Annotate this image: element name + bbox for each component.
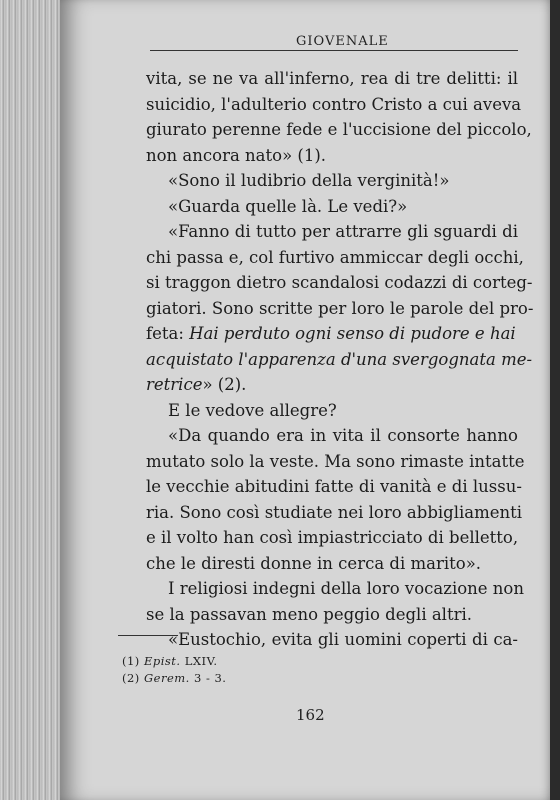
text-line: le vecchie abitudini fatte di vanità e di lussu- — [146, 477, 522, 496]
footnote-number: (1) — [122, 654, 140, 668]
text-line: I religiosi indegni della loro vocazione non — [168, 579, 524, 598]
text-run: » (2). — [202, 375, 247, 394]
footnote-number: (2) — [122, 671, 140, 685]
text-line: «Da quando era in vita il consorte hanno — [168, 426, 518, 445]
text-line: vita, se ne va all'inferno, rea di tre delitti: il — [146, 69, 518, 88]
text-line: «Eustochio, evita gli uomini coperti di ca- — [168, 630, 518, 649]
running-header: GIOVENALE — [296, 34, 389, 49]
body-text — [146, 66, 534, 653]
italic-quote: retrice — [146, 375, 203, 394]
text-line: giurato perenne fede e l'uccisione del piccolo, — [146, 120, 532, 139]
text-line: «Guarda quelle là. Le vedi?» — [168, 196, 408, 216]
footnote — [122, 654, 218, 668]
text-run: feta: — [146, 324, 184, 343]
footnote-rule — [118, 635, 178, 636]
page-number: 162 — [296, 706, 325, 724]
text-line: ria. Sono così studiate nei loro abbigliamenti — [146, 502, 523, 522]
text-line: mutato solo la veste. Ma sono rimaste intatte — [146, 451, 525, 471]
text-line — [146, 321, 518, 347]
text-line: suicidio, l'adulterio contro Cristo a cui aveva — [146, 94, 522, 114]
footnote-ref: Gerem. — [143, 671, 190, 685]
page-gutter-shadow — [550, 0, 560, 800]
text-line: che le diresti donne in cerca di marito». — [146, 553, 482, 573]
italic-quote-line: acquistato l'apparenza d'una svergognata me- — [146, 349, 533, 369]
text-line: «Sono il ludibrio della verginità!» — [168, 171, 450, 190]
text-line — [146, 372, 518, 398]
text-line: non ancora nato» (1). — [146, 145, 327, 165]
text-line: e il volto han così impiastricciato di belletto, — [146, 528, 519, 547]
footnote-text: LXIV. — [184, 654, 218, 668]
header-rule — [150, 50, 518, 51]
italic-quote: Hai perduto ogni senso di pudore e hai — [189, 324, 516, 343]
text-line: giatori. Sono scritte per loro le parole del pro- — [146, 298, 534, 318]
text-line: se la passavan meno peggio degli altri. — [146, 604, 473, 624]
footnote — [122, 671, 226, 685]
text-line: E le vedove allegre? — [168, 400, 337, 420]
footnote-ref: Epist. — [143, 654, 181, 668]
text-line: chi passa e, col furtivo ammiccar degli occhi, — [146, 247, 524, 267]
text-line: si traggon dietro scandalosi codazzi di corteg- — [146, 273, 533, 292]
text-line: «Fanno di tutto per attrarre gli sguardi di — [168, 222, 518, 241]
footnote-text: 3 - 3. — [193, 671, 227, 685]
